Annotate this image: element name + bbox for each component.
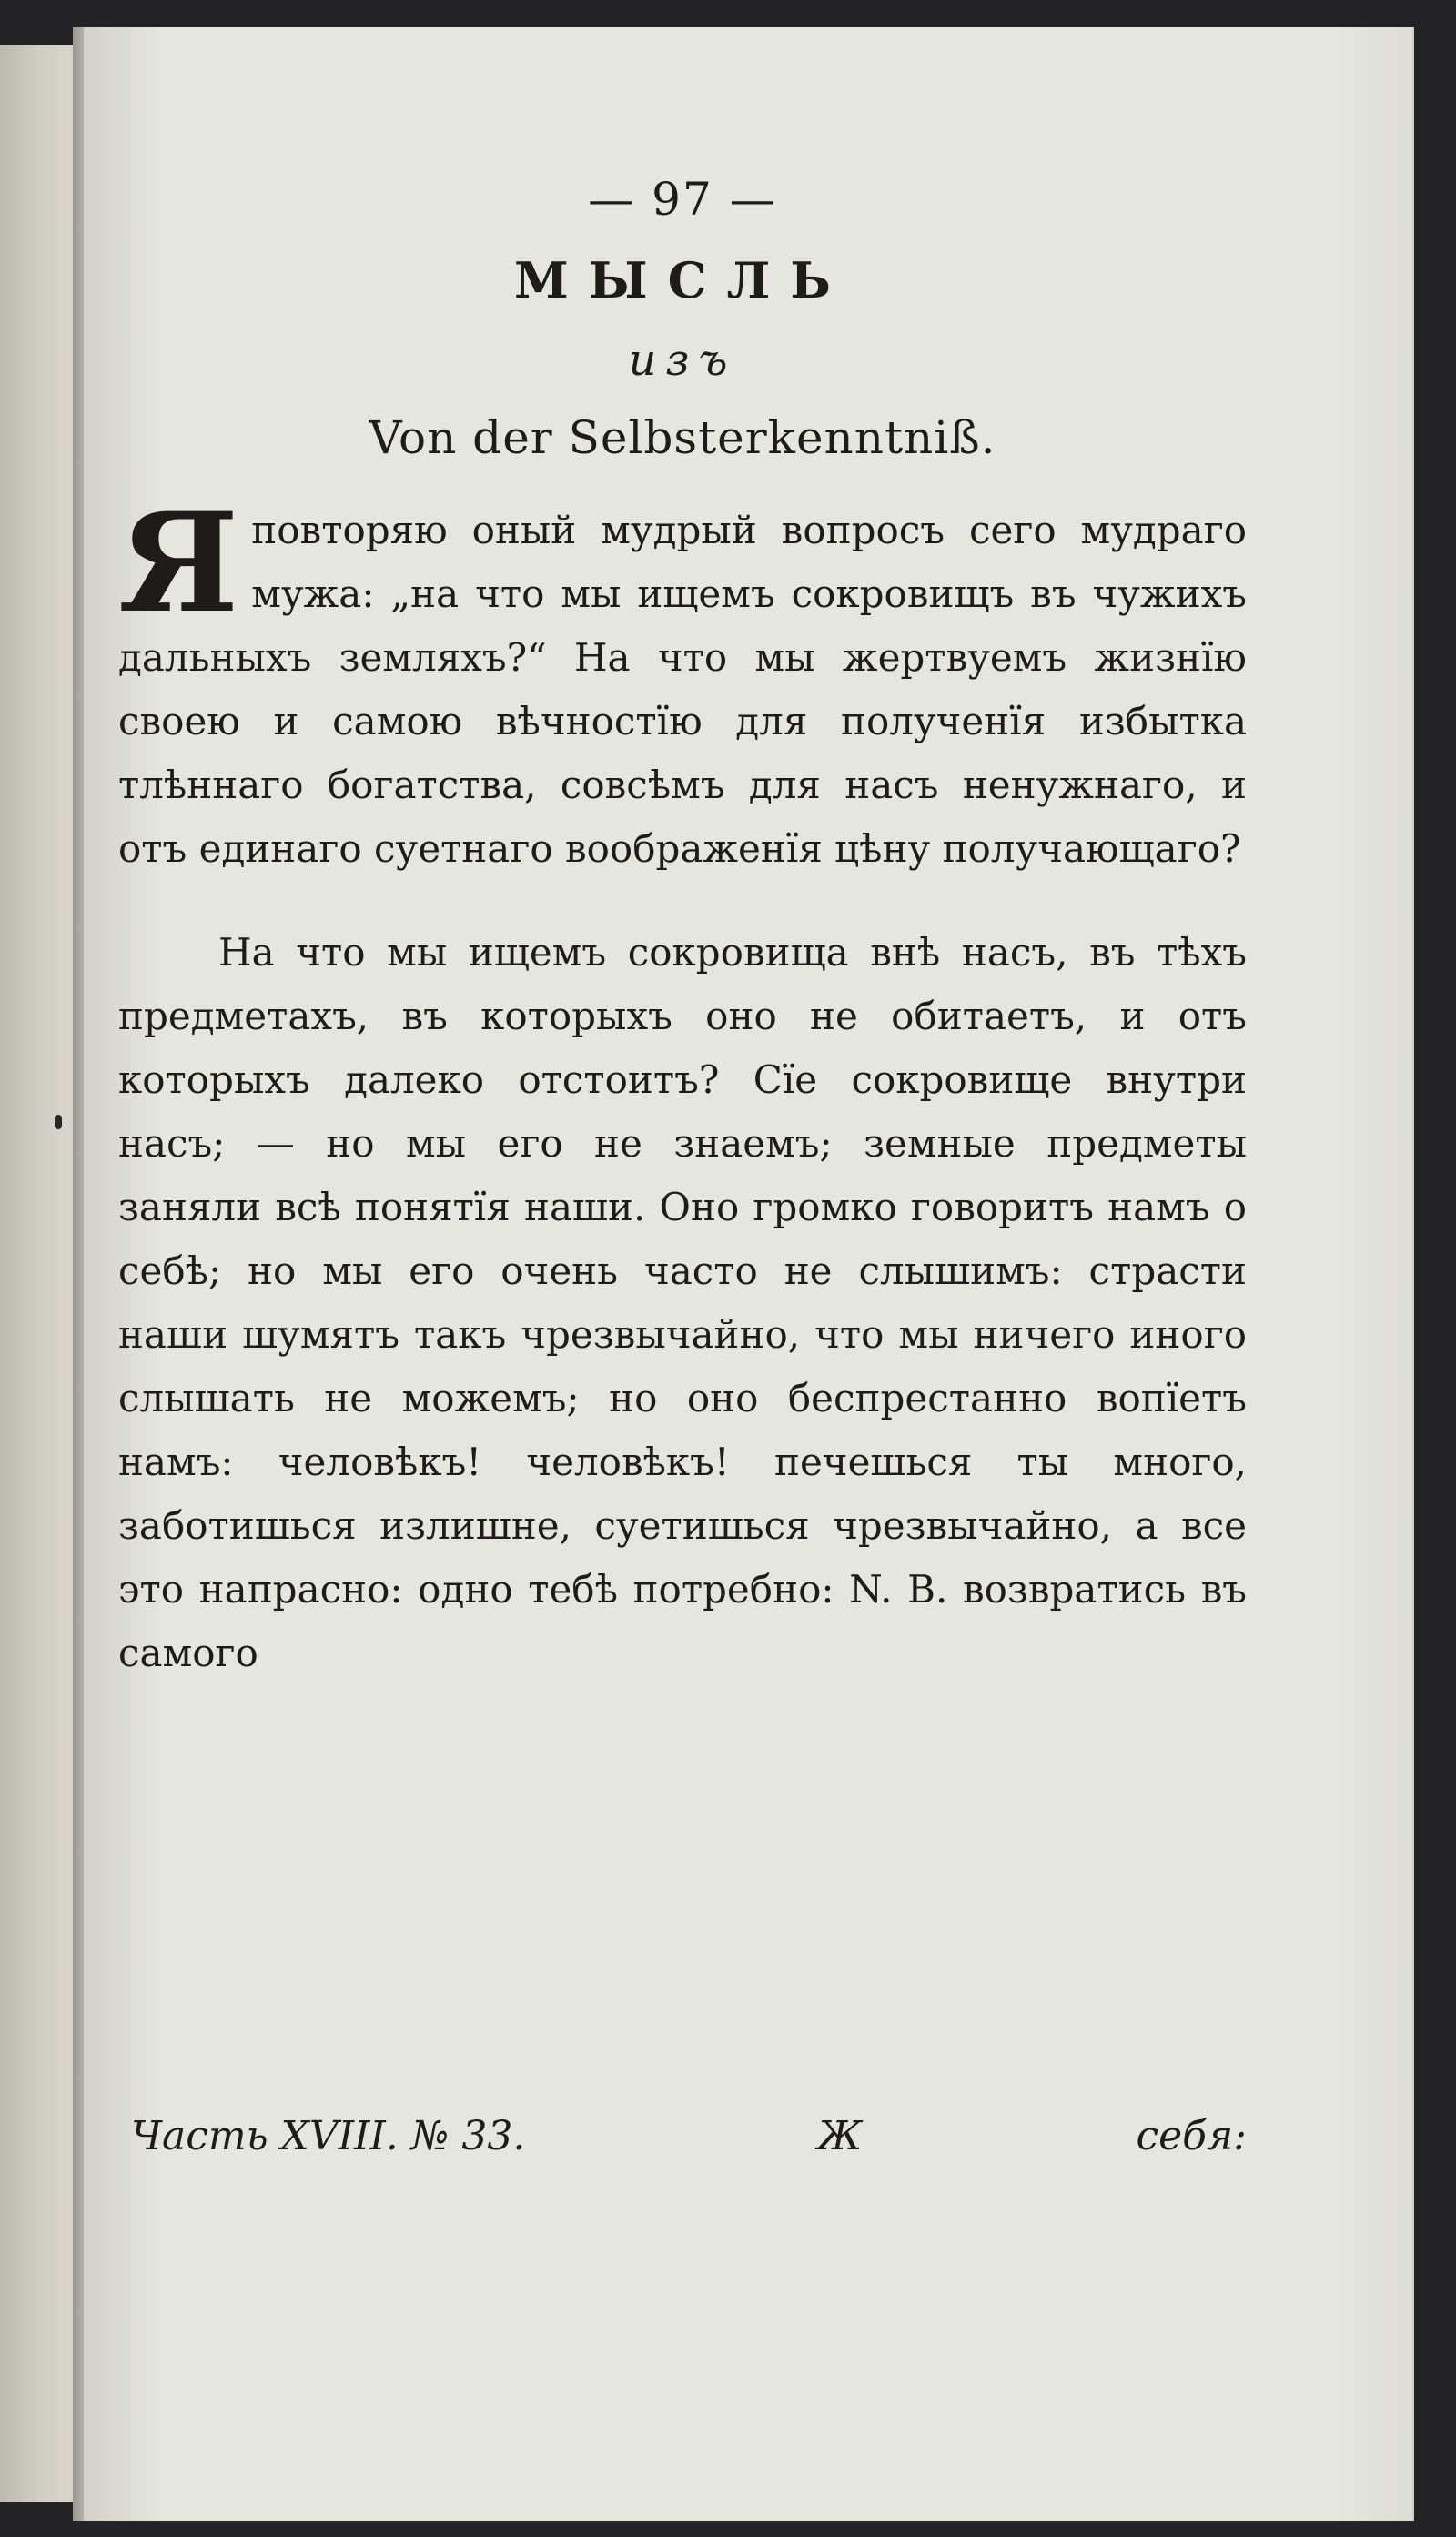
ink-speck	[55, 1115, 62, 1129]
source-title: Von der Selbsterkenntniß.	[369, 411, 996, 464]
page-number: — 97 —	[588, 173, 777, 226]
subtitle-from: изъ	[628, 335, 737, 386]
page-footer	[131, 2113, 1247, 2171]
book-page	[84, 27, 1414, 2521]
drop-cap: Я	[118, 483, 239, 643]
volume-signature: Часть XVIII. № 33.	[131, 2113, 526, 2159]
paragraph-2: На что мы ищемъ сокровища внѣ насъ, въ тѣхъ предметахъ, въ которыхъ оно не обитаетъ, и отъ которыхъ далеко отстоитъ? Сїе сокровище внутри насъ; — но мы его не знаемъ; земные предметы заняли всѣ понятїя наши. Оно громко говоритъ намъ о себѣ; но мы его очень часто не слышимъ: страсти наши шумятъ такъ чрезвычайно, что мы ничего иного слышать не можемъ; но оно беспрестанно вопїетъ намъ: человѣкъ! человѣкъ! печешься ты много, заботишься излишне, суетишься чрезвычайно, а все это напрасно: одно тебѣ потребно: N. B. возвратись въ самого	[118, 930, 1247, 1675]
sheet-mark: Ж	[817, 2113, 863, 2159]
page-title: МЫСЛЬ	[514, 251, 851, 309]
page-text	[118, 173, 1247, 1685]
facing-page-edge	[0, 45, 84, 2502]
catchword: себя:	[1136, 2113, 1247, 2159]
paragraph-1-text: повторяю оный мудрый вопросъ сего мудраго мужа: „на что мы ищемъ сокровищъ въ чужихъ дальныхъ земляхъ?“ На что мы жертвуемъ жизнїю своею и самою вѣчностїю для полученїя избытка тлѣннаго богатства, совсѣмъ для насъ ненужнаго, и отъ единаго суетнаго воображенїя цѣну получающаго?	[118, 508, 1247, 871]
paragraph-1	[118, 483, 1247, 881]
